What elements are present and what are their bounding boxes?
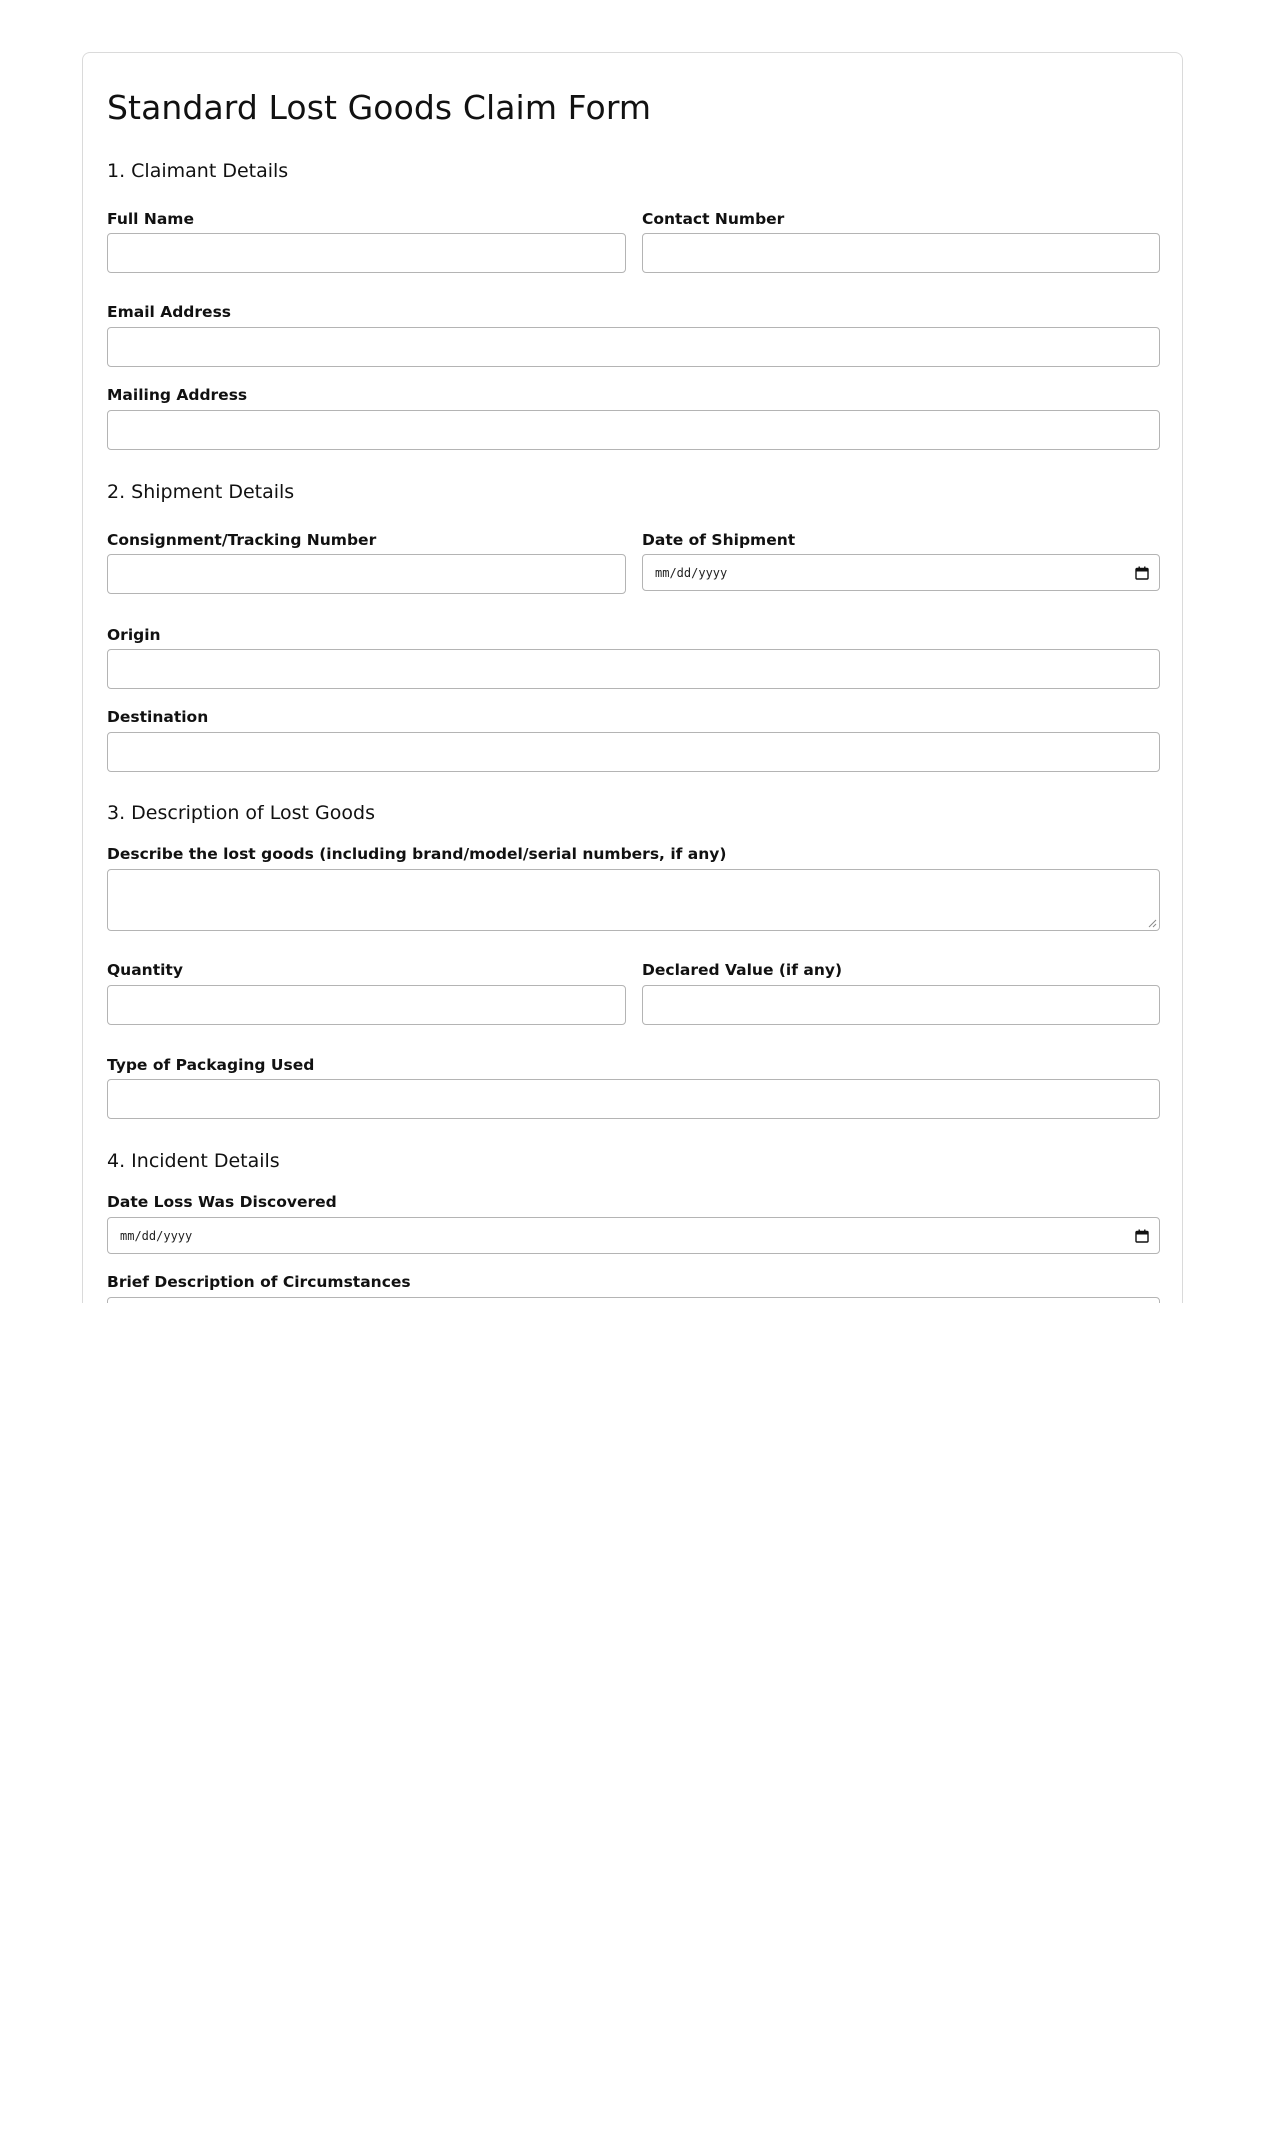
declared-value-input[interactable] xyxy=(642,985,1160,1025)
contact-number-label: Contact Number xyxy=(642,210,785,228)
quantity-input[interactable] xyxy=(107,985,626,1025)
origin-input[interactable] xyxy=(107,649,1160,689)
full-name-label: Full Name xyxy=(107,210,194,228)
shipment-date-input[interactable] xyxy=(642,554,1160,591)
mailing-address-input[interactable] xyxy=(107,410,1160,450)
section-heading-claimant: 1. Claimant Details xyxy=(107,160,289,182)
destination-label: Destination xyxy=(107,708,209,726)
page-title: Standard Lost Goods Claim Form xyxy=(107,88,652,127)
quantity-label: Quantity xyxy=(107,961,183,979)
packaging-type-label: Type of Packaging Used xyxy=(107,1056,315,1074)
email-input[interactable] xyxy=(107,327,1160,367)
shipment-date-label: Date of Shipment xyxy=(642,531,796,549)
loss-discovered-date-placeholder: mm/dd/yyyy xyxy=(120,1228,193,1243)
calendar-icon[interactable] xyxy=(1135,1229,1149,1243)
goods-description-label: Describe the lost goods (including brand/model/serial numbers, if any) xyxy=(107,845,727,863)
email-label: Email Address xyxy=(107,303,232,321)
section-heading-shipment: 2. Shipment Details xyxy=(107,481,295,503)
origin-label: Origin xyxy=(107,626,161,644)
declared-value-label: Declared Value (if any) xyxy=(642,961,843,979)
loss-discovered-date-label: Date Loss Was Discovered xyxy=(107,1193,337,1211)
circumstances-textarea[interactable] xyxy=(107,1297,1160,1303)
claim-form-card xyxy=(82,52,1183,1303)
tracking-number-input[interactable] xyxy=(107,554,626,594)
goods-description-textarea[interactable] xyxy=(107,869,1160,931)
destination-input[interactable] xyxy=(107,732,1160,772)
section-heading-goods: 3. Description of Lost Goods xyxy=(107,802,375,824)
tracking-number-label: Consignment/Tracking Number xyxy=(107,531,377,549)
shipment-date-placeholder: mm/dd/yyyy xyxy=(655,565,728,580)
section-heading-incident: 4. Incident Details xyxy=(107,1150,280,1172)
mailing-address-label: Mailing Address xyxy=(107,386,248,404)
contact-number-input[interactable] xyxy=(642,233,1160,273)
circumstances-label: Brief Description of Circumstances xyxy=(107,1273,411,1291)
calendar-icon[interactable] xyxy=(1135,566,1149,580)
resize-handle-icon[interactable] xyxy=(1146,917,1157,928)
packaging-type-input[interactable] xyxy=(107,1079,1160,1119)
loss-discovered-date-input[interactable] xyxy=(107,1217,1160,1254)
full-name-input[interactable] xyxy=(107,233,626,273)
